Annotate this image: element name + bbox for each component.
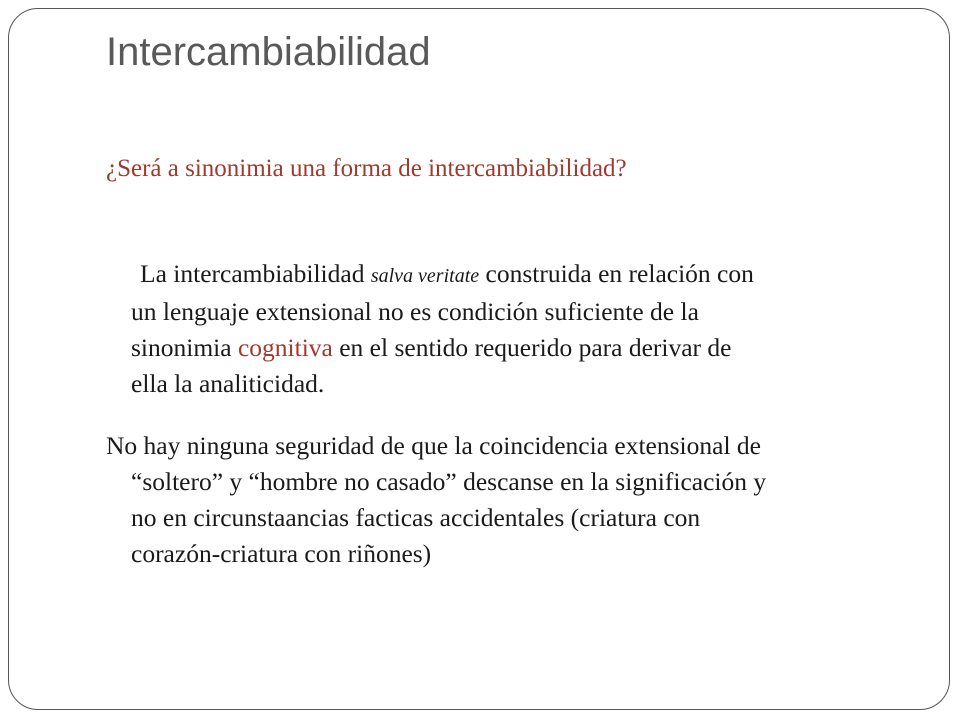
paragraph-line: un lenguaje extensional no es condición suficiente de la [131,297,699,326]
paragraph-line: corazón-criatura con riñones) [131,539,432,568]
paragraph-line [140,256,754,294]
slide-title: Intercambiabilidad [106,30,431,74]
paragraph-salva-veritate [131,256,754,402]
text-segment: en el sentido requerido para derivar de [332,333,732,362]
paragraph-line: ella la analiticidad. [131,369,325,398]
highlighted-term: cognitiva [237,333,333,362]
slide-question: ¿Será a sinonimia una forma de intercambiabilidad? [106,155,627,182]
paragraph-soltero [106,428,766,572]
paragraph-line [131,330,754,366]
italic-term: salva veritate [370,265,480,287]
text-segment: construida en relación con [479,259,754,288]
text-segment: sinonimia [131,333,238,362]
paragraph-line: “soltero” y “hombre no casado” descanse en la significación y [131,467,767,496]
paragraph-line: No hay ninguna seguridad de que la coincidencia extensional de [106,431,761,460]
paragraph-line: no en circunstaancias facticas accidentales (criatura con [131,503,701,532]
text-segment: La intercambiabilidad [140,259,371,288]
